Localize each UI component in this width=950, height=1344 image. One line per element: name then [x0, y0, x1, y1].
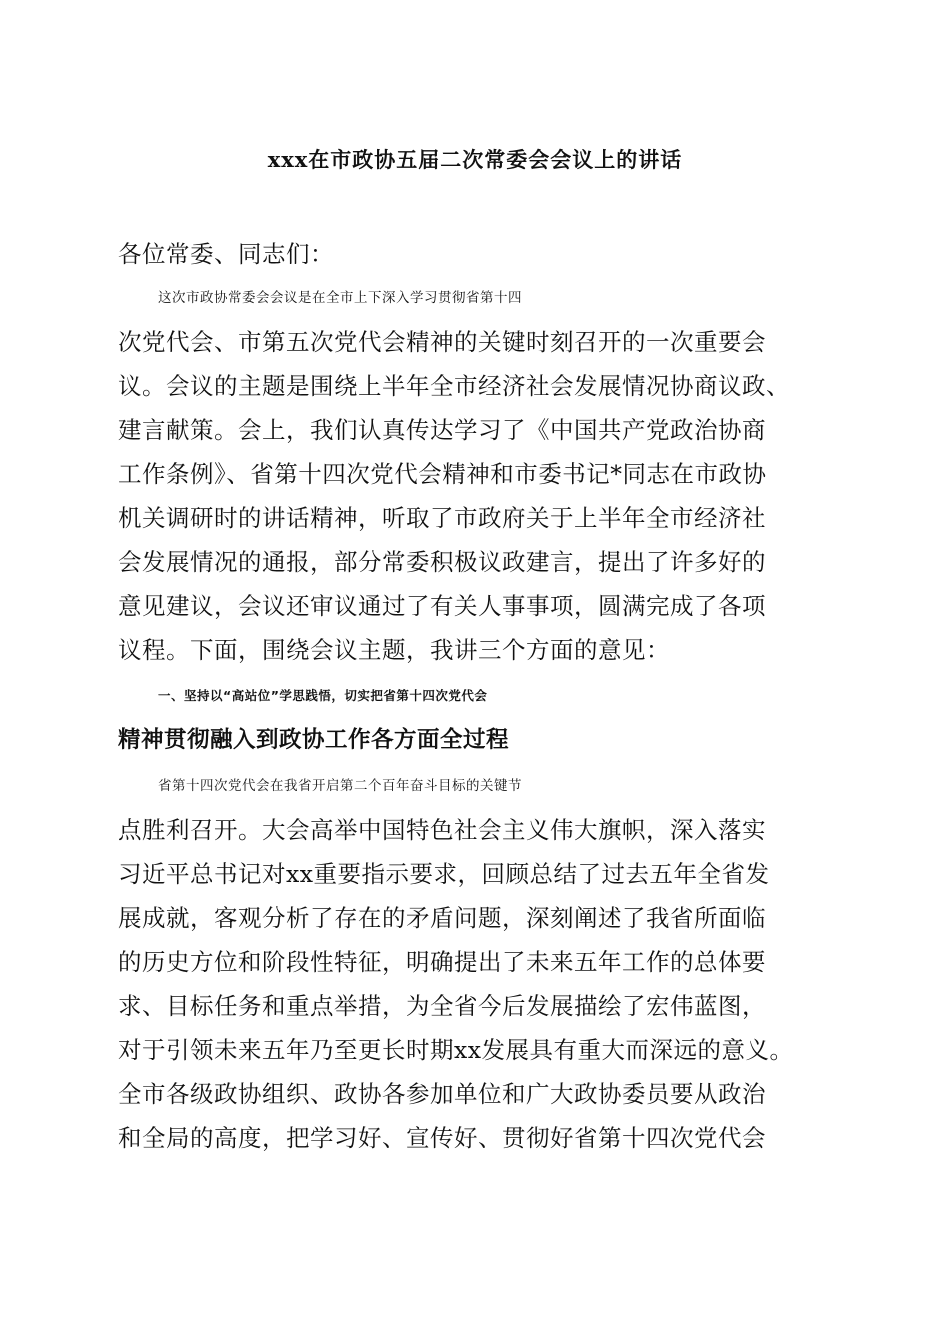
paragraph-line: 和全局的高度，把学习好、宣传好、贯彻好省第十四次党代会 [118, 1124, 766, 1152]
paragraph-line: 工作条例》、省第十四次党代会精神和市委书记*同志在市政协 [118, 460, 767, 488]
paragraph-line: 会发展情况的通报，部分常委积极议政建言，提出了许多好的 [118, 548, 766, 576]
paragraph-line: 议。会议的主题是围绕上半年全市经济社会发展情况协商议政、 [118, 372, 790, 400]
paragraph-line: 省第十四次党代会在我省开启第二个百年奋斗目标的关键节 [158, 778, 522, 794]
paragraph-line: 的历史方位和阶段性特征，明确提出了未来五年工作的总体要 [118, 948, 766, 976]
paragraph-line: 对于引领未来五年乃至更长时期xx发展具有重大而深远的意义。 [118, 1036, 794, 1064]
paragraph-line: 议程。下面，围绕会议主题，我讲三个方面的意见： [118, 636, 670, 664]
paragraph-line: 建言献策。会上，我们认真传达学习了《中国共产党政治协商 [118, 416, 766, 444]
section-heading: 一、坚持以“高站位”学思践悟，切实把省第十四次党代会 [158, 688, 488, 703]
paragraph-line: 展成就，客观分析了存在的矛盾问题，深刻阐述了我省所面临 [118, 904, 766, 932]
document-title: xxx在市政协五届二次常委会会议上的讲话 [267, 147, 683, 172]
paragraph-line: 这次市政协常委会会议是在全市上下深入学习贯彻省第十四 [158, 290, 522, 306]
paragraph-line: 习近平总书记对xx重要指示要求，回顾总结了过去五年全省发 [118, 860, 770, 888]
salutation: 各位常委、同志们： [118, 240, 334, 268]
paragraph-line: 次党代会、市第五次党代会精神的关键时刻召开的一次重要会 [118, 328, 766, 356]
section-heading: 精神贯彻融入到政协工作各方面全过程 [118, 727, 510, 753]
paragraph-line: 全市各级政协组织、政协各参加单位和广大政协委员要从政治 [118, 1080, 766, 1108]
paragraph-line: 求、目标任务和重点举措，为全省今后发展描绘了宏伟蓝图， [118, 992, 766, 1020]
paragraph-line: 机关调研时的讲话精神，听取了市政府关于上半年全市经济社 [118, 504, 766, 532]
paragraph-line: 点胜利召开。大会高举中国特色社会主义伟大旗帜，深入落实 [118, 816, 766, 844]
paragraph-line: 意见建议，会议还审议通过了有关人事事项，圆满完成了各项 [118, 592, 766, 620]
